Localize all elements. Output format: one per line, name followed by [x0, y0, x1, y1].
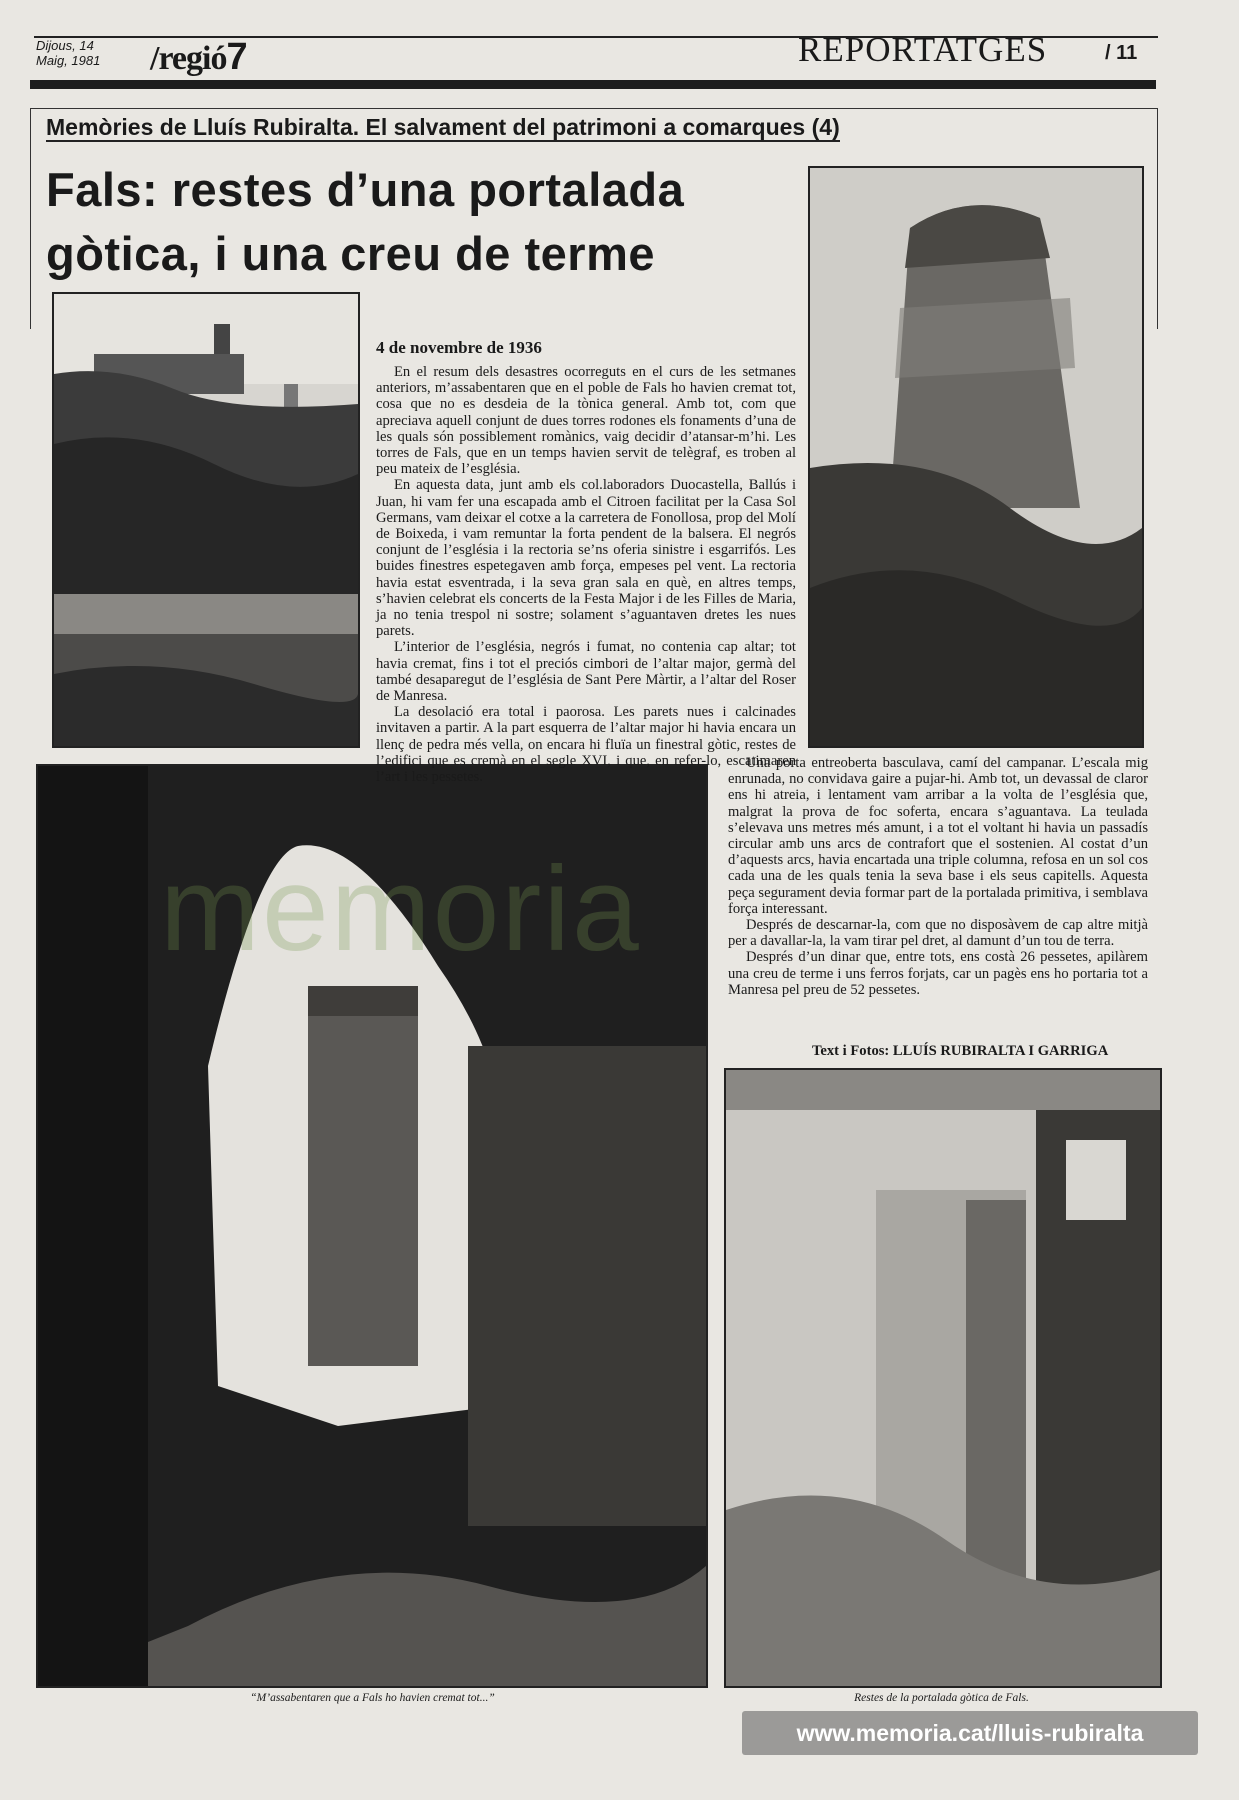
- header-thick-rule: [30, 80, 1156, 89]
- issue-date: [36, 38, 100, 68]
- logo-number: 7: [226, 36, 247, 78]
- photo-round-tower: [808, 166, 1144, 748]
- headline: Fals: restes d’una portalada gòtica, i una creu de terme: [46, 163, 685, 280]
- paragraph: La desolació era total i paorosa. Les parets nues i calcinades invitaven a partir. A la part esquerra de l’altar major hi havia encara un llenç de pedra més vella, on encara hi fluïa un finestral gòtic, restes de l’edifici que es cremà en el segle XVI, i que, en refer-lo, escatimaren l’art i les pessetes.: [376, 704, 796, 786]
- paragraph: Una porta entreoberta basculava, camí del campanar. L’escala mig enrunada, no convidava gaire a pujar-hi. Amb tot, un devassal de claror ens hi atreia, i lentament vam arribar a la volta de l’església que, malgrat la prova de foc soferta, encara s’aguantava. La teulada s’elevava uns metres més amunt, i a tot el voltant hi havia un passadís circular amb uns arcs de contrafort que el sostenien. Al costat d’un d’aquests arcs, havia encartada una triple columna, refosa en un sol cos cada una de les quals tenia la seva base i els seus capitells. Aquesta peça segurament devia formar part de la portalada primitiva, i semblava força interessant.: [728, 755, 1148, 917]
- source-watermark-link[interactable]: www.memoria.cat/lluis-rubiralta: [742, 1711, 1198, 1755]
- paragraph: Després d’un dinar que, entre tots, ens costà 26 pessetes, apilàrem una creu de terme i uns ferros forjats, car un pagès ens ho portaria tot a Manresa pel preu de 52 pessetes.: [728, 949, 1148, 998]
- caption-portal-photo: Restes de la portalada gòtica de Fals.: [854, 1692, 1029, 1704]
- paragraph: L’interior de l’església, negrós i fumat, no contenia cap altar; tot havia cremat, fins i tot el preciós cimbori de l’altar major, germà del també desaparegut de l’església de Sant Pere Màrtir, a l’altar del Roser de Manresa.: [376, 639, 796, 705]
- article-column-1: [376, 364, 796, 785]
- paragraph: Després de descarnar-la, com que no disposàvem de cap altre mitjà per a davallar-la, la vam tirar pel dret, al damunt d’un tou de terra.: [728, 917, 1148, 950]
- series-title-text: Memòries de Lluís Rubiralta. El salvament del patrimoni a comarques (4): [46, 114, 840, 140]
- section-title: REPORTATGES: [798, 30, 1048, 69]
- date-line-1: Dijous, 14: [36, 38, 94, 53]
- logo-text: /regió: [150, 40, 227, 77]
- series-title: [46, 114, 840, 141]
- article-subhead: 4 de novembre de 1936: [376, 338, 542, 357]
- photo-gothic-portal-remains: [724, 1068, 1162, 1688]
- newspaper-logo: [150, 36, 247, 79]
- article-column-2: [728, 755, 1148, 998]
- paragraph: En aquesta data, junt amb els col.laboradors Duocastella, Ballús i Juan, hi vam fer una escapada amb el Citroen facilitat per la Casa Sol Germans, vam deixar el cotxe a la carretera de Fonollosa, prop del Molí de Boixeda, i vam remuntar la forta pendent de la balsera. El negrós conjunt de l’església i la rectoria se’ns oferia sinistre i esgarrifós. Les buides finestres espetegaven amb força, empeses pel vent. La rectoria havia estat esventrada, i la seva gran sala en què, en altres temps, s’havien celebrat els concerts de la Festa Major i de les Filles de Maria, ja no tenia trespol ni sostre; solament s’aguantaven dretes les nues parets.: [376, 477, 796, 640]
- caption-arch-photo: “M’assabentaren que a Fals ho havien cremat tot...”: [250, 1692, 495, 1704]
- page-number: / 11: [1105, 42, 1138, 64]
- photo-towers-landscape: [52, 292, 360, 748]
- paragraph: En el resum dels desastres ocorreguts en el curs de les setmanes anteriors, m’assabentaren que en el poble de Fals ho havien cremat tot, cosa que no es desdeia de la tònica general. Amb tot, com que apreciava aquell conjunt de dues torres rodones els fonaments d’una de les quals són possiblement romànics, vaig decidir d’atansar-m’hi. Les torres de Fals, que en un temps havien servit de telègraf, es troben al peu mateix de l’església.: [376, 364, 796, 478]
- overlay-watermark: memoria: [160, 842, 641, 976]
- byline: Text i Fotos: LLUÍS RUBIRALTA I GARRIGA: [812, 1043, 1109, 1059]
- date-line-2: Maig, 1981: [36, 53, 101, 68]
